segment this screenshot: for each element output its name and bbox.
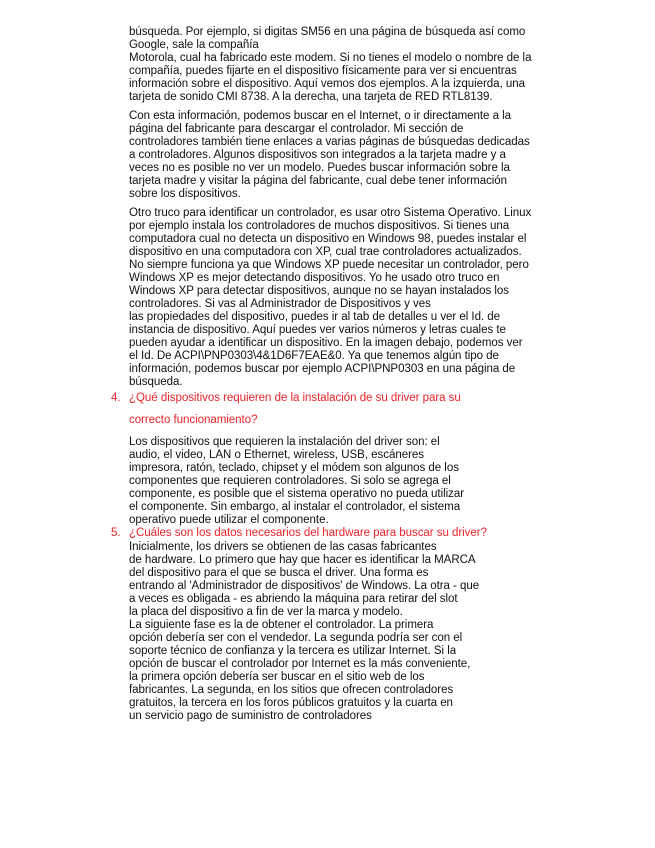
- para-5-line: de hardware. Lo primero que hay que hacer es identificar la MARCA: [129, 554, 476, 566]
- question-4-heading: ¿Qué dispositivos requieren de la instalación de su driver para su: [129, 392, 461, 404]
- para-1-line: tarjeta de sonido CMI 8738. A la derecha, una tarjeta de RED RTL8139.: [129, 91, 493, 103]
- para-1-line: búsqueda. Por ejemplo, si digitas SM56 en una página de búsqueda así como: [129, 26, 526, 38]
- para-5-line: un servicio pago de suministro de controladores: [129, 710, 372, 722]
- para-5-line: la placa del dispositivo a fin de ver la marca y modelo.: [129, 606, 403, 618]
- question-4-heading: correcto funcionamiento?: [129, 414, 258, 426]
- question-5-number: 5.: [111, 527, 121, 539]
- para-3-line: las propiedades del dispositivo, puedes ir al tab de detalles u ver el Id. de: [129, 311, 501, 323]
- para-1-line: Motorola, cual ha fabricado este modem. Si no tienes el modelo o nombre de la: [129, 52, 532, 64]
- question-5-heading: ¿Cuáles son los datos necesarios del hardware para buscar su driver?: [129, 527, 487, 539]
- para-3-line: computadora cual no detecta un dispositivo en Windows 98, puedes instalar el: [129, 233, 527, 245]
- para-4-line: componentes que requieren controladores. Si solo se agrega el: [129, 475, 451, 487]
- para-2-line: controladores también tiene enlaces a varias páginas de búsquedas dedicadas: [129, 136, 530, 148]
- para-5-line: opción de buscar el controlador por Internet es la más conveniente,: [129, 658, 471, 670]
- para-2-line: Con esta información, podemos buscar en el Internet, o ir directamente a la: [129, 110, 511, 122]
- para-5-line: la primera opción debería ser buscar en el sitio web de los: [129, 671, 425, 683]
- para-1-line: Google, sale la compañía: [129, 39, 259, 51]
- para-1-line: compañía, puedes fijarte en el dispositivo físicamente para ver si encuentras: [129, 65, 517, 77]
- para-4-line: impresora, ratón, teclado, chipset y el módem son algunos de los: [129, 462, 459, 474]
- para-3-line: controladores. Si vas al Administrador de Dispositivos y ves: [129, 298, 431, 310]
- para-2-line: veces no es posible no ver un modelo. Puedes buscar información sobre la: [129, 162, 510, 174]
- para-3-line: Windows XP es mejor detectando dispositivos. Yo he usado otro truco en: [129, 272, 500, 284]
- para-3-line: el Id. De ACPI\PNP0303\4&1D6F7EAE&0. Ya que tenemos algún tipo de: [129, 350, 499, 362]
- para-5-line: del dispositivo para el que se busca el driver. Una forma es: [129, 567, 429, 579]
- para-1-line: información sobre el dispositivo. Aquí vemos dos ejemplos. A la izquierda, una: [129, 78, 525, 90]
- para-5-line: entrando al 'Administrador de dispositivos' de Windows. La otra - que: [129, 580, 480, 592]
- para-3-line: Otro truco para identificar un controlador, es usar otro Sistema Operativo. Linux: [129, 207, 532, 219]
- para-4-line: componente, es posible que el sistema operativo no pueda utilizar: [129, 488, 465, 500]
- para-5-line: fabricantes. La segunda, en los sitios que ofrecen controladores: [129, 684, 454, 696]
- para-3-line: Windows XP para detectar dispositivos, aunque no se hayan instalados los: [129, 285, 510, 297]
- para-5-line: La siguiente fase es la de obtener el controlador. La primera: [129, 619, 434, 631]
- para-4-line: el componente. Sin embargo, al instalar el controlador, el sistema: [129, 501, 461, 513]
- para-2-line: sobre los dispositivos.: [129, 188, 241, 200]
- para-4-line: operativo puede utilizar el componente.: [129, 514, 329, 526]
- para-3-line: por ejemplo instala los controladores de muchos dispositivos. Si tienes una: [129, 220, 510, 232]
- para-5-line: gratuitos, la tercera en los foros públicos gratuitos y la cuarta en: [129, 697, 453, 709]
- para-5-line: opción debería ser con el vendedor. La segunda podría ser con el: [129, 632, 463, 644]
- para-3-line: instancia de dispositivo. Aquí puedes ver varios números y letras cuales te: [129, 324, 506, 336]
- para-3-line: No siempre funciona ya que Windows XP puede necesitar un controlador, pero: [129, 259, 529, 271]
- para-4-line: audio, el video, LAN o Ethernet, wireless, USB, escáneres: [129, 449, 424, 461]
- para-3-line: pueden ayudar a identificar un dispositivo. En la imagen debajo, podemos ver: [129, 337, 523, 349]
- para-4-line: Los dispositivos que requieren la instalación del driver son: el: [129, 436, 440, 448]
- question-4-number: 4.: [111, 392, 121, 404]
- para-3-line: información, podemos buscar por ejemplo ACPI\PNP0303 en una página de: [129, 363, 516, 375]
- para-5-line: Inicialmente, los drivers se obtienen de las casas fabricantes: [129, 541, 437, 553]
- para-3-line: dispositivo en una computadora con XP, cual trae controladores actualizados.: [129, 246, 522, 258]
- para-2-line: página del fabricante para descargar el controlador. Mi sección de: [129, 123, 464, 135]
- para-2-line: tarjeta madre y visitar la página del fabricante, cual debe tener información: [129, 175, 508, 187]
- para-5-line: a veces es obligada - es abriendo la máquina para retirar del slot: [129, 593, 458, 605]
- para-5-line: soporte técnico de confianza y la tercera es utilizar Internet. Si la: [129, 645, 457, 657]
- para-2-line: a controladores. Algunos dispositivos son integrados a la tarjeta madre y a: [129, 149, 506, 161]
- para-3-line: búsqueda.: [129, 376, 183, 388]
